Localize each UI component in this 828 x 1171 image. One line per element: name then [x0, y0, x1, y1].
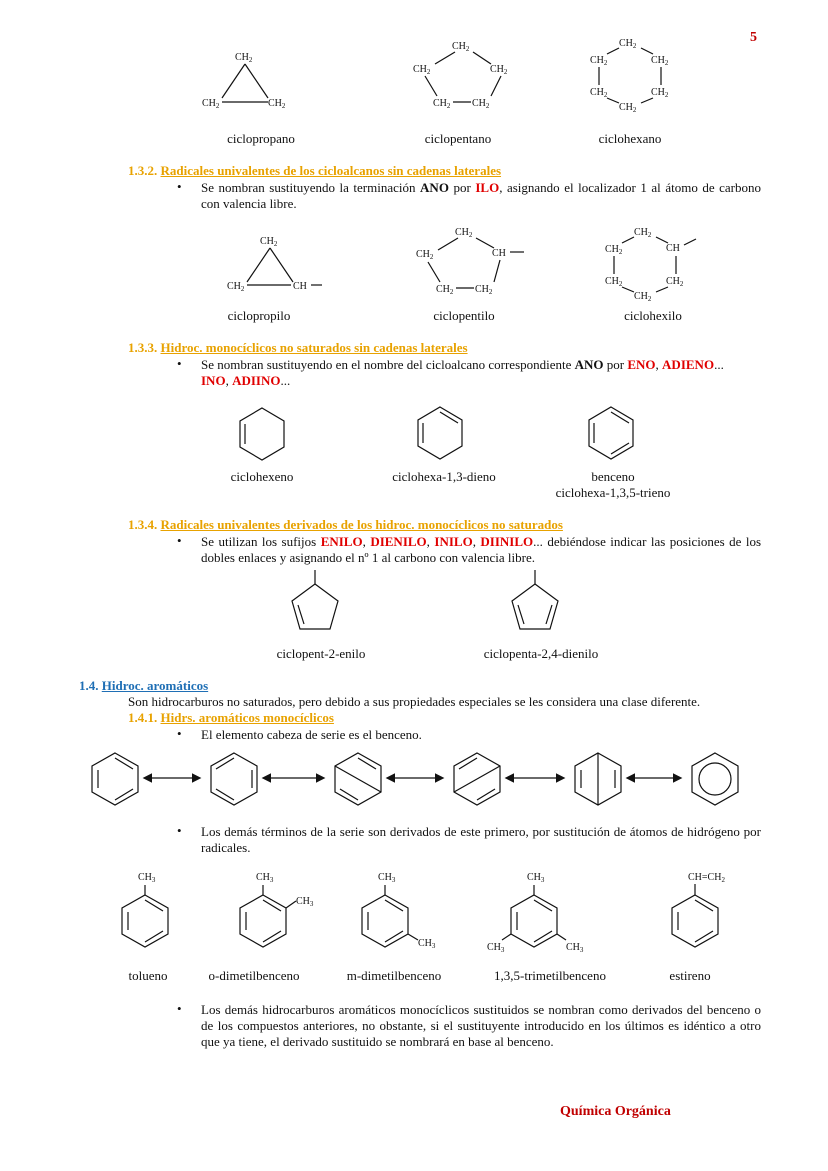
cyclopentane-structure [405, 38, 515, 113]
cyclopropyl-structure [215, 228, 325, 298]
section-heading-1-3-3: 1.3.3. Hidroc. monocíclicos no saturados sin cadenas laterales [128, 340, 468, 355]
svg-text:CH2: $CH_2$ [472, 98, 490, 110]
svg-text:CH2: $CH_2$ [413, 64, 431, 76]
bullet-text-deriv: Los demás términos de la serie son derivados de este primero, por sustitución de átomos de hidrógeno por radicales. [201, 824, 761, 855]
footer-title: Química Orgánica [560, 1104, 671, 1119]
svg-text:CH=CH2: $CH=CH_2$ [688, 872, 725, 884]
svg-text:CH2: $CH_2$ [634, 227, 652, 239]
toluene-structure [110, 868, 180, 958]
svg-text:CH2: $CH_2$ [651, 87, 669, 99]
svg-text:CH: CH [492, 248, 506, 259]
cyclopentenyl-structure [284, 568, 346, 636]
svg-text:CH2: $CH_2$ [436, 284, 454, 296]
svg-text:CH2: $CH_2$ [202, 98, 220, 110]
bullet-text-1-3-4: Se utilizan los sufijos ENILO, DIENILO, INILO, DIINILO... debiéndose indicar las posiciones de los dobles enlaces y asignando el nº 1 al carbono con valencia libre. [201, 534, 762, 565]
svg-text:CH2: $CH_2$ [666, 276, 684, 288]
bullet-icon: • [177, 533, 182, 548]
cyclohexadiene-structure [410, 402, 470, 462]
intro-1-4: Son hidrocarburos no saturados, pero debido a sus propiedades especiales se les considera una clase diferente. [128, 694, 701, 709]
mesitylene-structure [484, 868, 594, 960]
svg-text:CH2: $CH_2$ [619, 38, 637, 50]
caption-o-dimetilbenceno: o-dimetilbenceno [208, 968, 300, 983]
section-heading-1-3-2: 1.3.2. Radicales univalentes de los cicloalcanos sin cadenas laterales [128, 163, 502, 178]
svg-text:CH3: $CH_3$ [418, 938, 436, 950]
bullet-icon: • [177, 823, 182, 838]
page-number: 5 [750, 30, 757, 45]
svg-text:CH: CH [666, 243, 680, 254]
section-heading-1-3-4: 1.3.4. Radicales univalentes derivados de los hidroc. monocíclicos no saturados [128, 517, 563, 532]
cyclohexane-structure [585, 35, 685, 115]
bullet-text-head: El elemento cabeza de serie es el benceno. [201, 727, 422, 742]
caption-ciclohexatrieno: ciclohexa-1,3,5-trieno [555, 485, 671, 500]
benzene-structure [581, 402, 641, 462]
svg-text:CH: CH [293, 281, 307, 292]
cyclopentadienyl-structure [504, 568, 566, 636]
o-xylene-structure [228, 868, 323, 958]
svg-text:CH3: $CH_3$ [378, 872, 396, 884]
svg-text:CH3: $CH_3$ [296, 896, 314, 908]
svg-text:CH2: $CH_2$ [651, 55, 669, 67]
cyclopropane-structure [190, 40, 300, 115]
benzene-resonance-diagram [85, 747, 750, 811]
section-heading-1-4: 1.4. Hidroc. aromáticos [79, 678, 209, 693]
cyclopentyl-structure [408, 222, 533, 297]
m-xylene-structure [350, 868, 450, 958]
svg-text:CH2: $CH_2$ [455, 227, 473, 239]
svg-text:CH3: $CH_3$ [256, 872, 274, 884]
bullet-icon: • [177, 179, 182, 194]
caption-ciclopentenilo: ciclopent-2-enilo [276, 646, 366, 661]
svg-text:CH2: $CH_2$ [490, 64, 508, 76]
caption-m-dimetilbenceno: m-dimetilbenceno [346, 968, 442, 983]
ch2-label: $CH_2$ [235, 52, 253, 64]
svg-text:CH2: $CH_2$ [590, 55, 608, 67]
svg-text:CH3: $CH_3$ [527, 872, 545, 884]
caption-ciclopentilo: ciclopentilo [433, 308, 495, 323]
svg-text:CH2: $CH_2$ [475, 284, 493, 296]
caption-ciclopentano: ciclopentano [424, 131, 492, 146]
svg-text:CH2: $CH_2$ [268, 98, 286, 110]
caption-trimetilbenceno: 1,3,5-trimetilbenceno [494, 968, 606, 983]
caption-ciclopentadienilo: ciclopenta-2,4-dienilo [483, 646, 599, 661]
caption-ciclohexadieno: ciclohexa-1,3-dieno [392, 469, 496, 484]
caption-ciclohexeno: ciclohexeno [230, 469, 294, 484]
bullet-text-last: Los demás hidrocarburos aromáticos monocíclicos sustituidos se nombran como derivados del benceno o de los compuestos anteriores, no obstante, si el sustituyente introducido en los últimos es idéntico a otro que ya tiene, el derivado sustituido se nombrará en base al benceno. [201, 1002, 761, 1049]
bullet-text-1-3-3: Se nombran sustituyendo en el nombre del cicloalcano correspondiente ANO por ENO, ADIENO... INO, ADIINO... [201, 357, 724, 388]
svg-text:CH2: $CH_2$ [433, 98, 451, 110]
caption-ciclopropilo: ciclopropilo [227, 308, 291, 323]
bullet-text-1-3-2: Se nombran sustituyendo la terminación ANO por ILO, asignando el localizador 1 al átomo de carbono con valencia libre. [201, 180, 762, 211]
caption-tolueno: tolueno [128, 968, 168, 983]
bullet-icon: • [177, 726, 182, 741]
svg-text:CH3: $CH_3$ [566, 942, 584, 954]
svg-text:CH3: $CH_3$ [487, 942, 505, 954]
svg-text:CH2: $CH_2$ [590, 87, 608, 99]
bullet-icon: • [177, 1001, 182, 1016]
styrene-structure [660, 868, 750, 958]
caption-ciclohexano: ciclohexano [598, 131, 662, 146]
svg-text:CH2: $CH_2$ [227, 281, 245, 293]
bullet-icon: • [177, 356, 182, 371]
svg-text:CH2: $CH_2$ [260, 236, 278, 248]
svg-text:CH2: $CH_2$ [605, 276, 623, 288]
cyclohexene-structure [232, 403, 292, 463]
section-heading-1-4-1: 1.4.1. Hidrs. aromáticos monocíclicos [128, 710, 334, 725]
svg-text:CH2: $CH_2$ [605, 244, 623, 256]
svg-text:CH2: $CH_2$ [452, 41, 470, 53]
cyclohexyl-structure [600, 222, 710, 304]
svg-text:CH2: $CH_2$ [619, 102, 637, 114]
svg-text:CH3: $CH_3$ [138, 872, 156, 884]
caption-ciclopropano: ciclopropano [227, 131, 295, 146]
caption-estireno: estireno [669, 968, 711, 983]
caption-ciclohexilo: ciclohexilo [624, 308, 682, 323]
caption-benceno: benceno [591, 469, 635, 484]
svg-text:CH2: $CH_2$ [416, 249, 434, 261]
svg-text:CH2: $CH_2$ [634, 291, 652, 303]
